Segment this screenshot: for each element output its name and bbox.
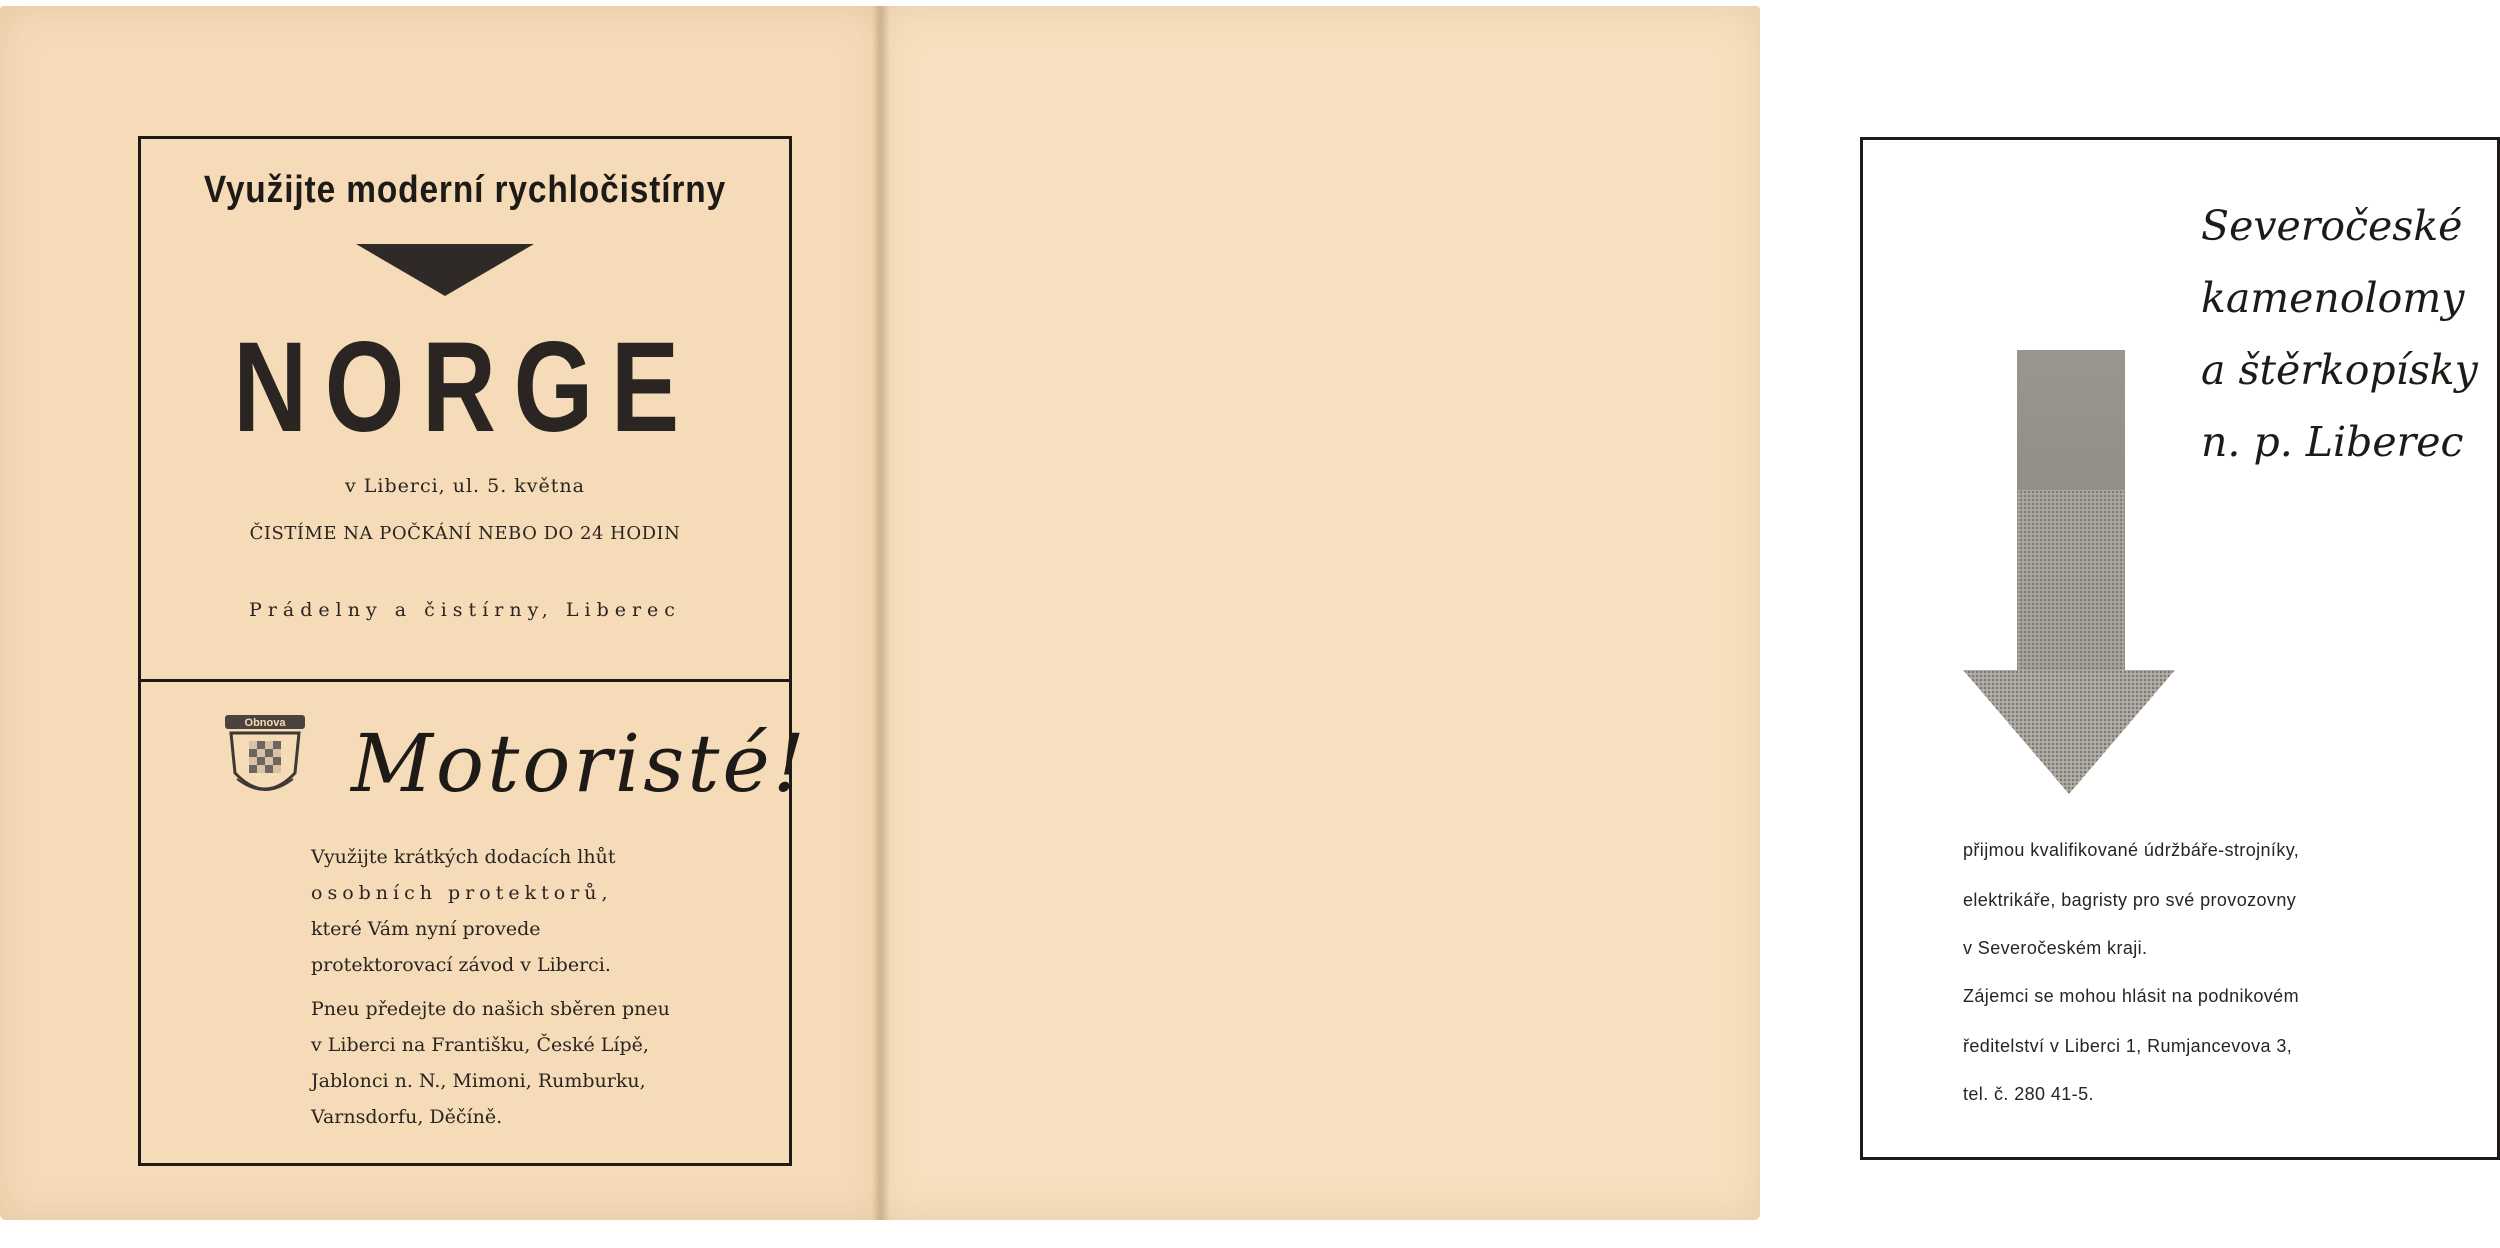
norge-address: v Liberci, ul. 5. května xyxy=(344,475,585,497)
quarry-title-line: Severočeské xyxy=(2201,202,2463,250)
motorist-line: Varnsdorfu, Děčíně. xyxy=(311,1106,503,1128)
norge-brand: NORGE xyxy=(233,316,697,459)
motorist-line: v Liberci na Františku, České Lípě, xyxy=(311,1034,649,1056)
left-page xyxy=(0,6,880,1220)
quarry-title-line: kamenolomy xyxy=(2201,274,2465,322)
quarry-title-line: a štěrkopísky xyxy=(2201,346,2478,394)
motorist-line: Pneu předejte do našich sběren pneu xyxy=(311,998,670,1020)
emblem-label: Obnova xyxy=(244,717,286,729)
motorist-line: Využijte krátkých dodacích lhůt xyxy=(311,846,616,868)
motorist-line: osobních protektorů, xyxy=(311,882,613,904)
motorist-headline: Motoristé! xyxy=(351,717,808,810)
quarry-title-line: n. p. Liberec xyxy=(2201,418,2464,466)
motorist-line: protektorovací závod v Liberci. xyxy=(311,954,611,976)
quarry-body-line: Zájemci se mohou hlásit na podnikovém xyxy=(1963,986,2299,1006)
quarry-body-line: tel. č. 280 41-5. xyxy=(1963,1084,2094,1104)
right-ad-frame xyxy=(1860,137,2500,1160)
book-gutter xyxy=(872,6,890,1220)
motorist-line: které Vám nyní provede xyxy=(311,918,541,940)
quarry-body-line: elektrikáře, bagristy pro své provozovny xyxy=(1963,890,2297,910)
right-page xyxy=(880,6,2478,1220)
left-ad-frame xyxy=(138,136,808,1166)
motorist-line: Jablonci n. N., Mimoni, Rumburku, xyxy=(311,1070,646,1092)
quarry-body-line: přijmou kvalifikované údržbáře-strojníky, xyxy=(1963,840,2300,860)
quarry-title xyxy=(2201,190,2481,478)
obnova-emblem-icon xyxy=(223,713,307,805)
quarry-body-line: ředitelství v Liberci 1, Rumjancevova 3, xyxy=(1963,1036,2293,1056)
quarry-body-line: v Severočeském kraji. xyxy=(1963,938,2148,958)
norge-company: Prádelny a čistírny, Liberec xyxy=(249,599,681,621)
down-triangle-icon xyxy=(356,244,534,296)
norge-headline: Využijte moderní rychločistírny xyxy=(203,169,727,211)
down-arrow-icon xyxy=(1963,350,2175,794)
ad-divider xyxy=(141,679,789,682)
norge-service: ČISTÍME NA POČKÁNÍ NEBO DO 24 HODIN xyxy=(249,523,681,544)
